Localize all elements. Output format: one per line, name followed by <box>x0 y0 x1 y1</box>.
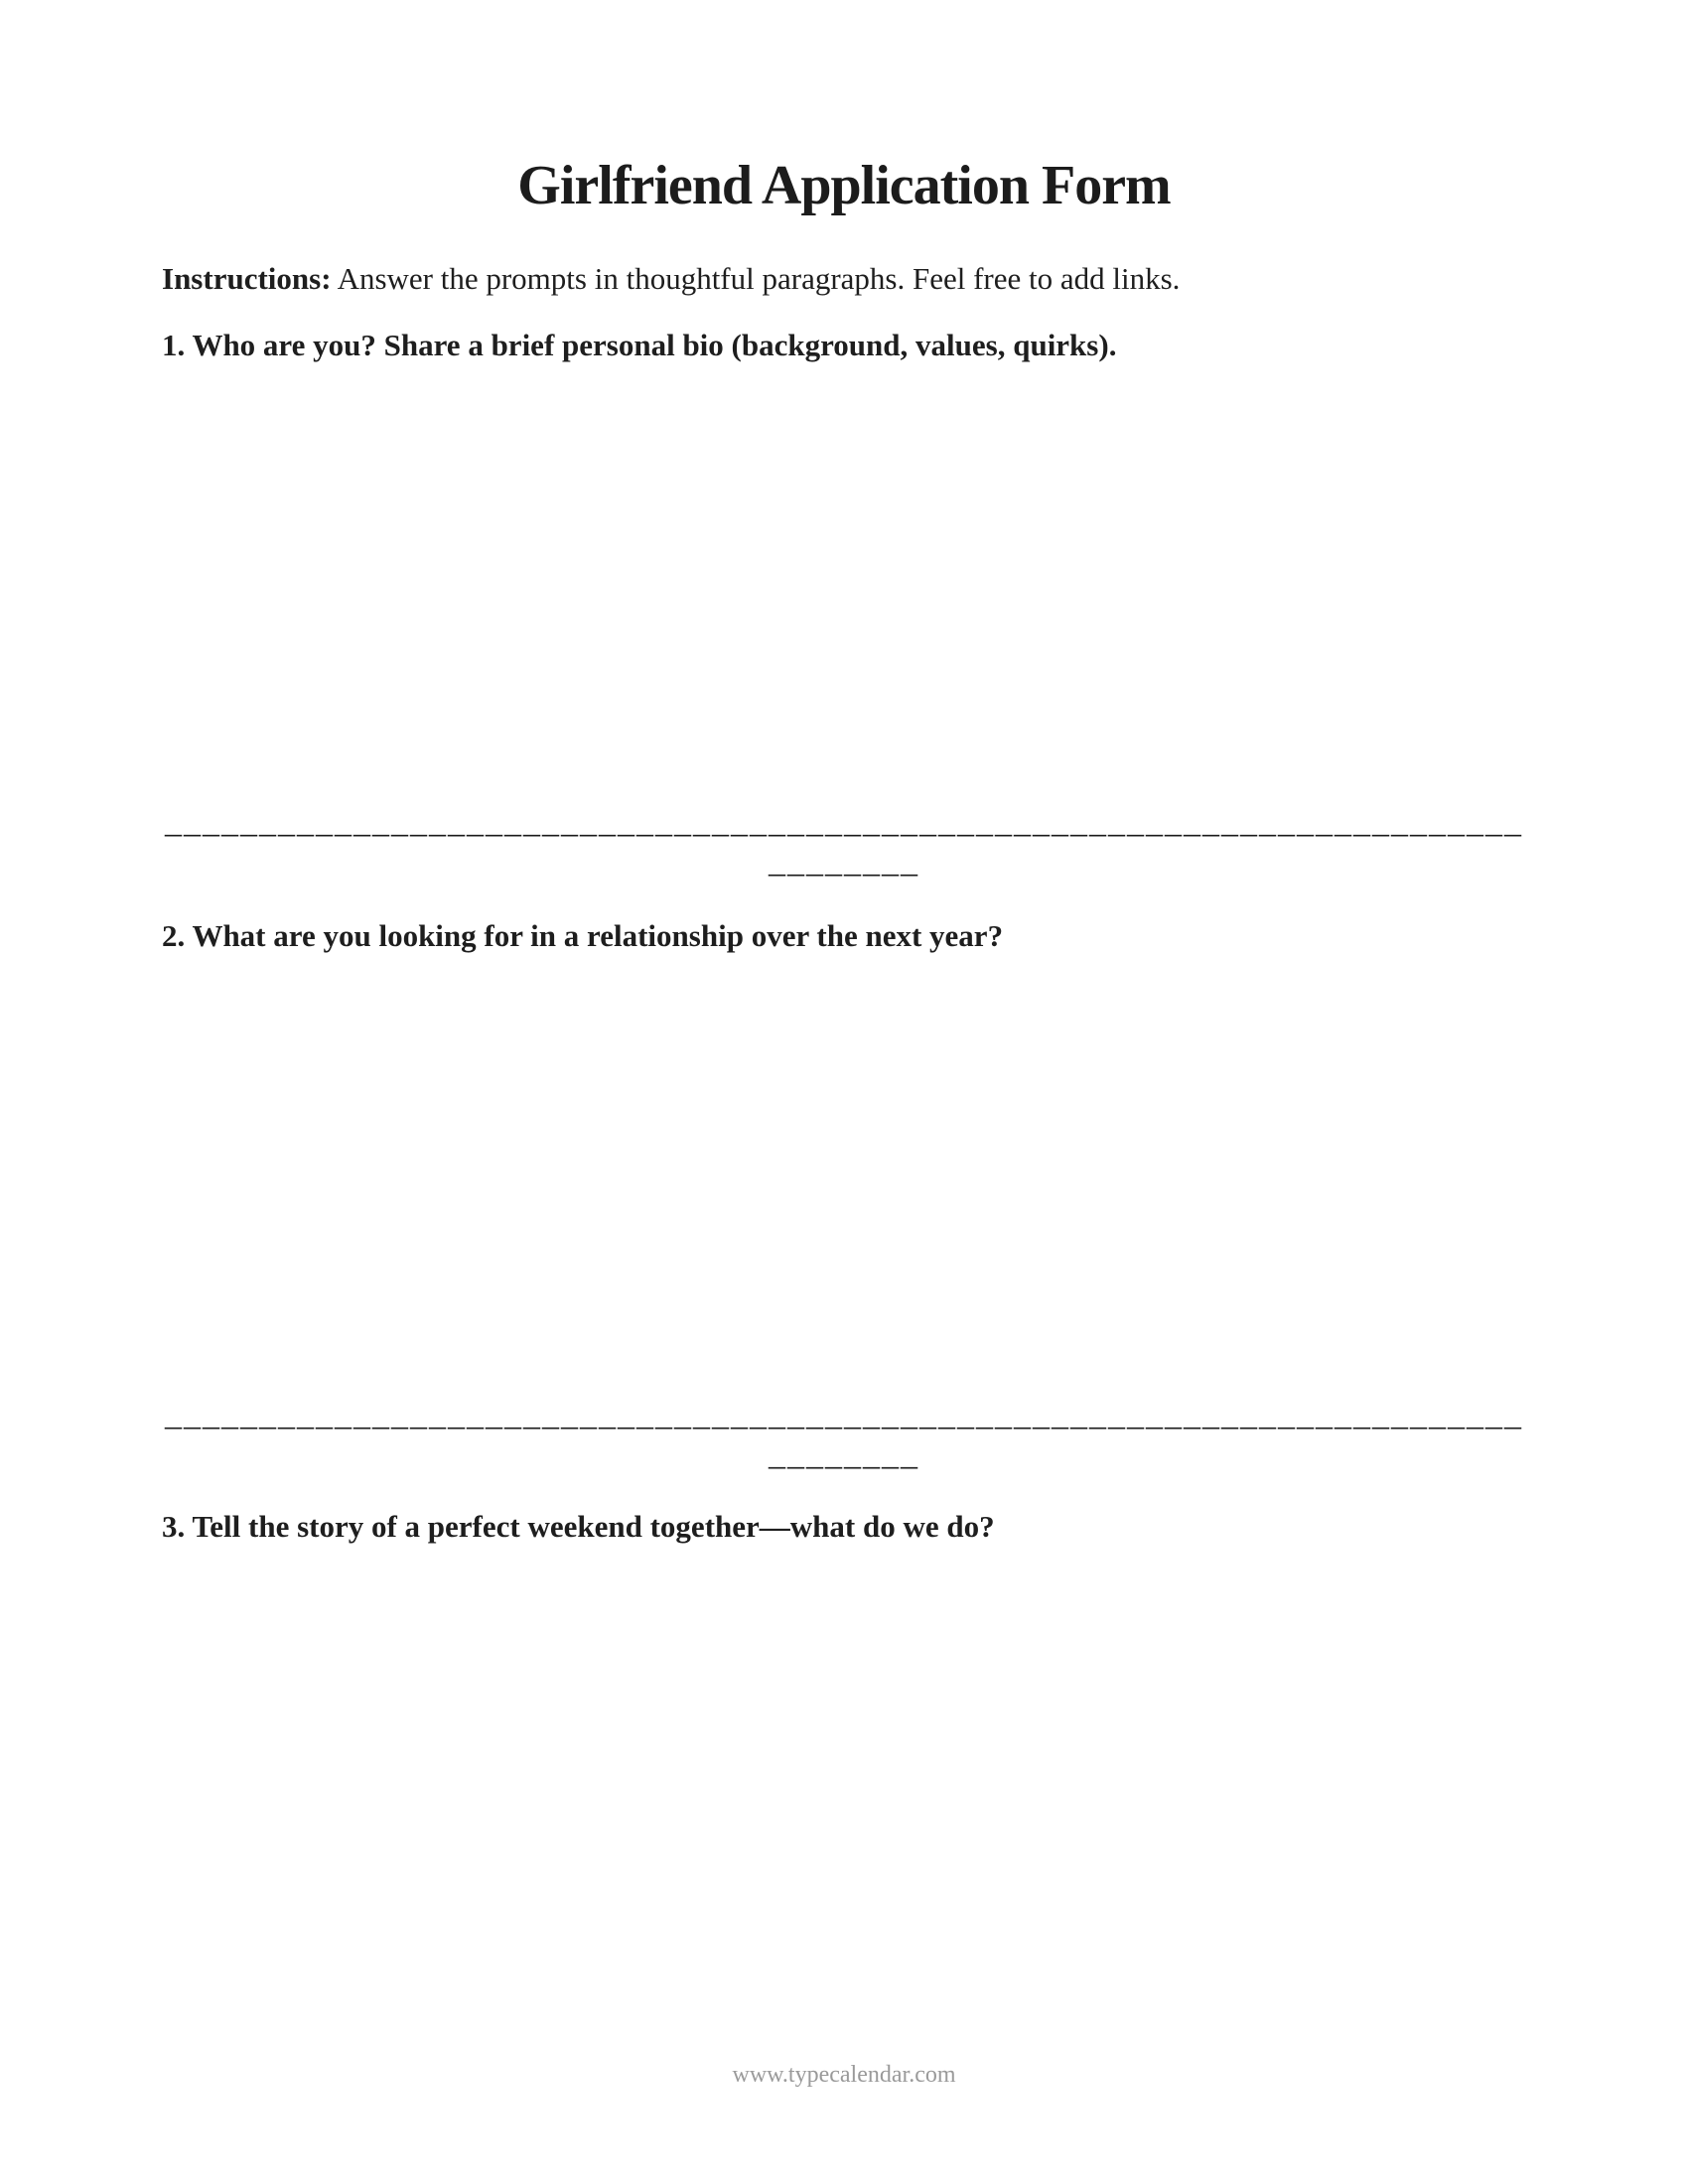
instructions-label: Instructions: <box>162 261 332 296</box>
answer-line-2: ________________________________________________________________________________ <box>165 1396 1523 1472</box>
question-1: 1. Who are you? Share a brief personal bio (background, values, quirks). <box>162 328 1117 362</box>
instructions-text: Answer the prompts in thoughtful paragraphs. Feel free to add links. <box>337 261 1181 296</box>
footer-url: www.typecalendar.com <box>732 2062 956 2088</box>
instructions <box>162 256 1526 301</box>
question-3: 3. Tell the story of a perfect weekend together—what do we do? <box>162 1509 995 1544</box>
question-2: 2. What are you looking for in a relationship over the next year? <box>162 918 1004 953</box>
page-title: Girlfriend Application Form <box>517 155 1171 216</box>
answer-line-1: ________________________________________________________________________________ <box>165 803 1523 880</box>
